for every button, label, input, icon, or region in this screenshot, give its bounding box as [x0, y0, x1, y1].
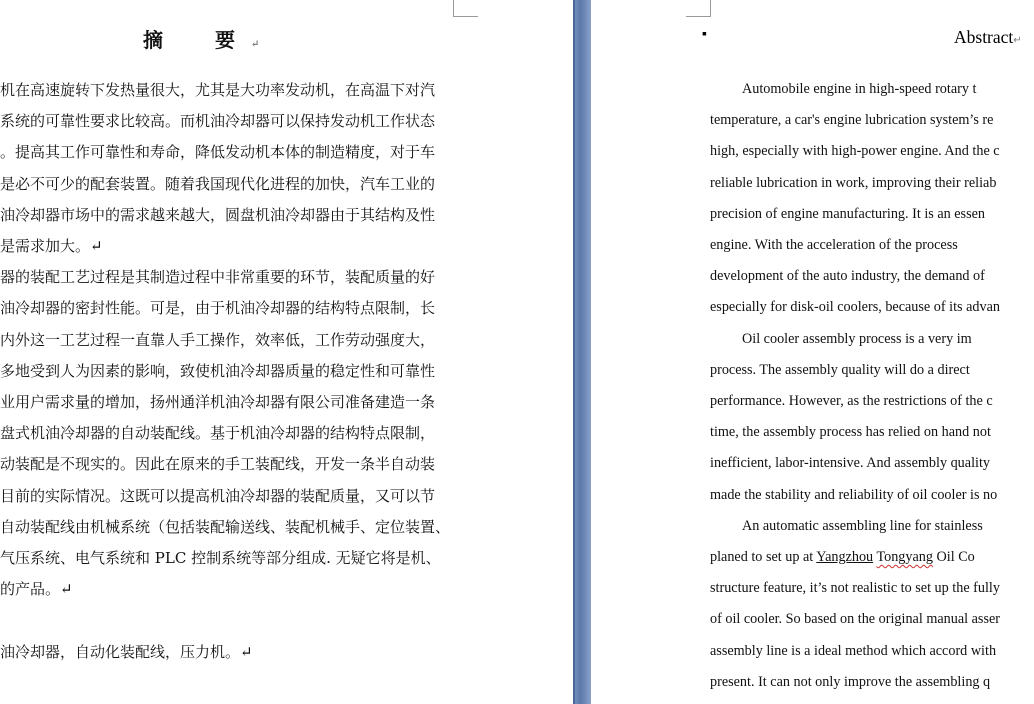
- chinese-text-line: 器的装配工艺过程是其制造过程中非常重要的环节，装配质量的好: [0, 268, 436, 287]
- english-text-line: An automatic assembling line for stainless: [742, 517, 983, 534]
- english-text-line: present. It can not only improve the assembling q: [710, 673, 991, 690]
- chinese-text-line: 内外这一工艺过程一直靠人手工操作，效率低，工作劳动强度大，: [0, 330, 436, 349]
- chinese-text-line: 目前的实际情况。这既可以提高机油冷却器的装配质量，又可以节: [0, 486, 436, 505]
- chinese-text-line: 是需求加大。↵: [0, 237, 103, 255]
- english-text-line: time, the assembly process has relied on hand not: [710, 424, 991, 441]
- chinese-text-line: 多地受到人为因素的影响，致使机油冷却器质量的稳定性和可靠性: [0, 361, 436, 380]
- chinese-text-line: 盘式机油冷却器的自动装配线。基于机油冷却器的结构特点限制，: [0, 424, 436, 443]
- english-text-line: Oil cooler assembly process is a very im: [742, 330, 972, 347]
- english-text-line: high, especially with high-power engine. And the c: [710, 143, 1000, 160]
- chinese-text-line: 是必不可少的配套装置。随着我国现代化进程的加快，汽车工业的: [0, 174, 436, 193]
- english-text-line: development of the auto industry, the demand of: [710, 268, 985, 285]
- proper-noun: Tongyang: [876, 549, 933, 565]
- english-text-line: reliable lubrication in work, improving their reliab: [710, 174, 997, 191]
- chinese-text-line: 机在高速旋转下发热量很大，尤其是大功率发动机，在高温下对汽: [0, 81, 436, 99]
- paragraph-mark-icon: ↵: [251, 39, 276, 50]
- text-span: Oil Co: [932, 549, 975, 565]
- english-text-line: of oil cooler. So based on the original manual asser: [710, 611, 1000, 628]
- english-text-line: structure feature, it’s not realistic to set up the fully: [710, 580, 1000, 597]
- english-text-line: Automobile engine in high-speed rotary t: [742, 81, 977, 97]
- chinese-text-line: 的产品。↵: [0, 580, 73, 599]
- chinese-text-line: 自动装配线由机械系统（包括装配输送线、装配机械手、定位装置、: [0, 517, 451, 536]
- english-text-line: temperature, a car's engine lubrication system’s re: [710, 112, 994, 129]
- text-span: planed to set up at: [710, 549, 817, 565]
- english-text-line: precision of engine manufacturing. It is an essen: [710, 205, 985, 222]
- chinese-text-line: 。提高其工作可靠性和寿命，降低发动机本体的制造精度，对于车: [0, 143, 436, 162]
- chinese-text-line: 气压系统、电气系统和 PLC 控制系统等部分组成. 无疑它将是机、: [0, 549, 441, 567]
- chinese-text-line: 系统的可靠性要求比较高。而机油冷却器可以保持发动机工作状态: [0, 112, 436, 131]
- right-page: [591, 0, 1034, 704]
- english-text-line: engine. With the acceleration of the process: [710, 237, 958, 253]
- page-gutter: [573, 0, 591, 704]
- chinese-text-line: 业用户需求量的增加，扬州通洋机油冷却器有限公司准备建造一条: [0, 393, 436, 411]
- page-corner-mark: [453, 0, 478, 17]
- english-text-line: [710, 549, 975, 566]
- proper-noun: Yangzhou: [816, 549, 874, 565]
- paragraph-mark-icon: ↵: [1013, 35, 1022, 46]
- english-text-line: process. The assembly quality will do a direct: [710, 361, 970, 378]
- english-text-line: assembly line is a ideal method which accord with: [710, 642, 997, 659]
- chinese-text-line: 动装配是不现实的。因此在原来的手工装配线，开发一条半自动装: [0, 455, 436, 474]
- english-text-line: inefficient, labor-intensive. And assembly quality: [710, 455, 990, 472]
- chinese-abstract-title: 摘 要↵: [143, 28, 276, 52]
- chinese-text-line: 油冷却器的密封性能。可是，由于机油冷却器的结构特点限制，长: [0, 299, 436, 318]
- bullet-icon: ▪: [702, 27, 707, 42]
- chinese-text-line: 油冷却器市场中的需求越来越大，圆盘机油冷却器由于其结构及性: [0, 205, 436, 224]
- chinese-text-line: 油冷却器，自动化装配线，压力机。↵: [0, 642, 253, 661]
- english-text-line: especially for disk-oil coolers, because of its advan: [710, 299, 1000, 316]
- english-text-line: made the stability and reliability of oil cooler is no: [710, 486, 998, 503]
- english-abstract-title: Abstract↵: [954, 27, 1022, 47]
- page-corner-mark: [686, 0, 711, 17]
- english-text-line: performance. However, as the restrictions of the c: [710, 393, 993, 409]
